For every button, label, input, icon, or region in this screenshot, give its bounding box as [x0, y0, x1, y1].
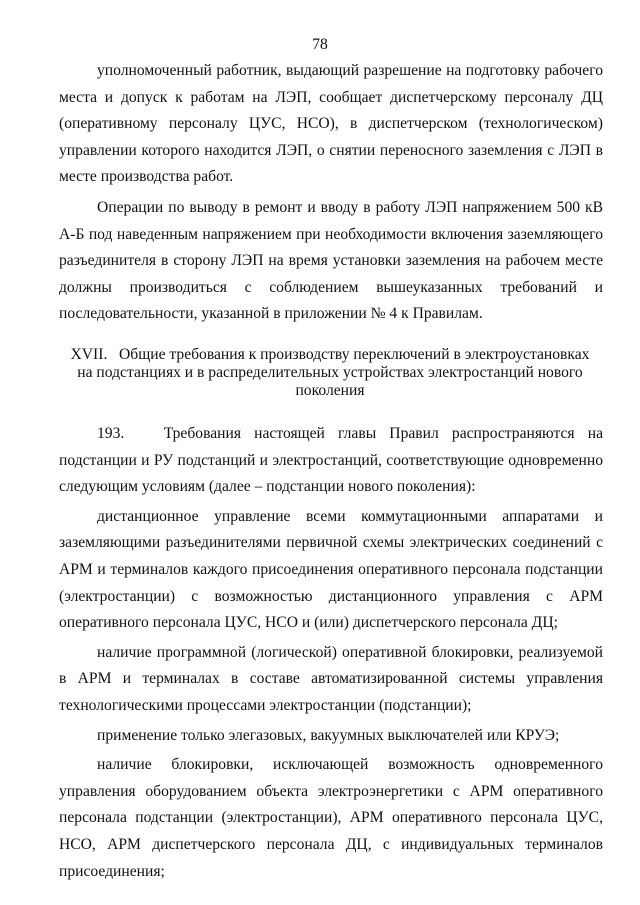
list-item-control-lockout: наличие блокировки, исключающей возможность одновременного управления оборудованием объекта электроэнергетики с АРМ оперативного персонала подстанции (электростанции), АРМ оперативного персонала ЦУС, НСО, АРМ диспетчерского персонала ДЦ, с индивидуальных терминалов присоединения; — [59, 756, 603, 880]
section-heading-line-2: на подстанциях и в распределительных устройствах электростанций нового — [77, 363, 583, 381]
section-heading-line-1: XVII. Общие требования к производству переключений в электроустановках — [70, 346, 590, 363]
list-item-gas-vacuum-breakers: применение только элегазовых, вакуумных выключателей или КРУЭ; — [97, 726, 560, 744]
paragraph-500kv-operations: Операции по выводу в ремонт и вводу в работу ЛЭП напряжением 500 кВ А-Б под наведенным напряжением при необходимости включения заземляющего разъединителя в сторону ЛЭП на время установки заземления на рабочем месте должны производиться с соблюдением вышеуказанных требований и последовательности, указанной в приложении № 4 к Правилам. — [59, 198, 603, 323]
paragraph-193: 193. Требования настоящей главы Правил распространяются на подстанции и РУ подстанций и электростанций, соответствующие одновременно следующим условиям (далее – подстанции нового поколения): — [59, 425, 607, 496]
paragraph-grounding-removal: уполномоченный работник, выдающий разрешение на подготовку рабочего места и допуск к работам на ЛЭП, сообщает диспетчерскому персоналу ДЦ (оперативному персоналу ЦУС, НСО), в диспетчерском (технологическом) управлении которого находится ЛЭП, о снятии переносного заземления с ЛЭП в месте производства работ. — [59, 62, 603, 186]
section-heading — [70, 346, 590, 399]
text-block-bottom — [59, 421, 607, 885]
list-item-remote-control: дистанционное управление всеми коммутационными аппаратами и заземляющими разъединителями первичной схемы электрических соединений с АРМ и терминалов каждого присоединения оперативного персонала подстанции (электростанции) с возможностью дистанционного управления с АРМ оперативного персонала ЦУС, НСО и (или) диспетчерского персонала ДЦ; — [59, 507, 603, 632]
section-heading-line-3: поколения — [295, 381, 365, 399]
list-item-software-interlock: наличие программной (логической) оперативной блокировки, реализуемой в АРМ и терминалах в составе автоматизированной системы управления технологическими процессами электростанции (подстанции); — [59, 643, 603, 714]
text-block-top — [59, 58, 603, 328]
page-number: 78 — [312, 36, 328, 53]
